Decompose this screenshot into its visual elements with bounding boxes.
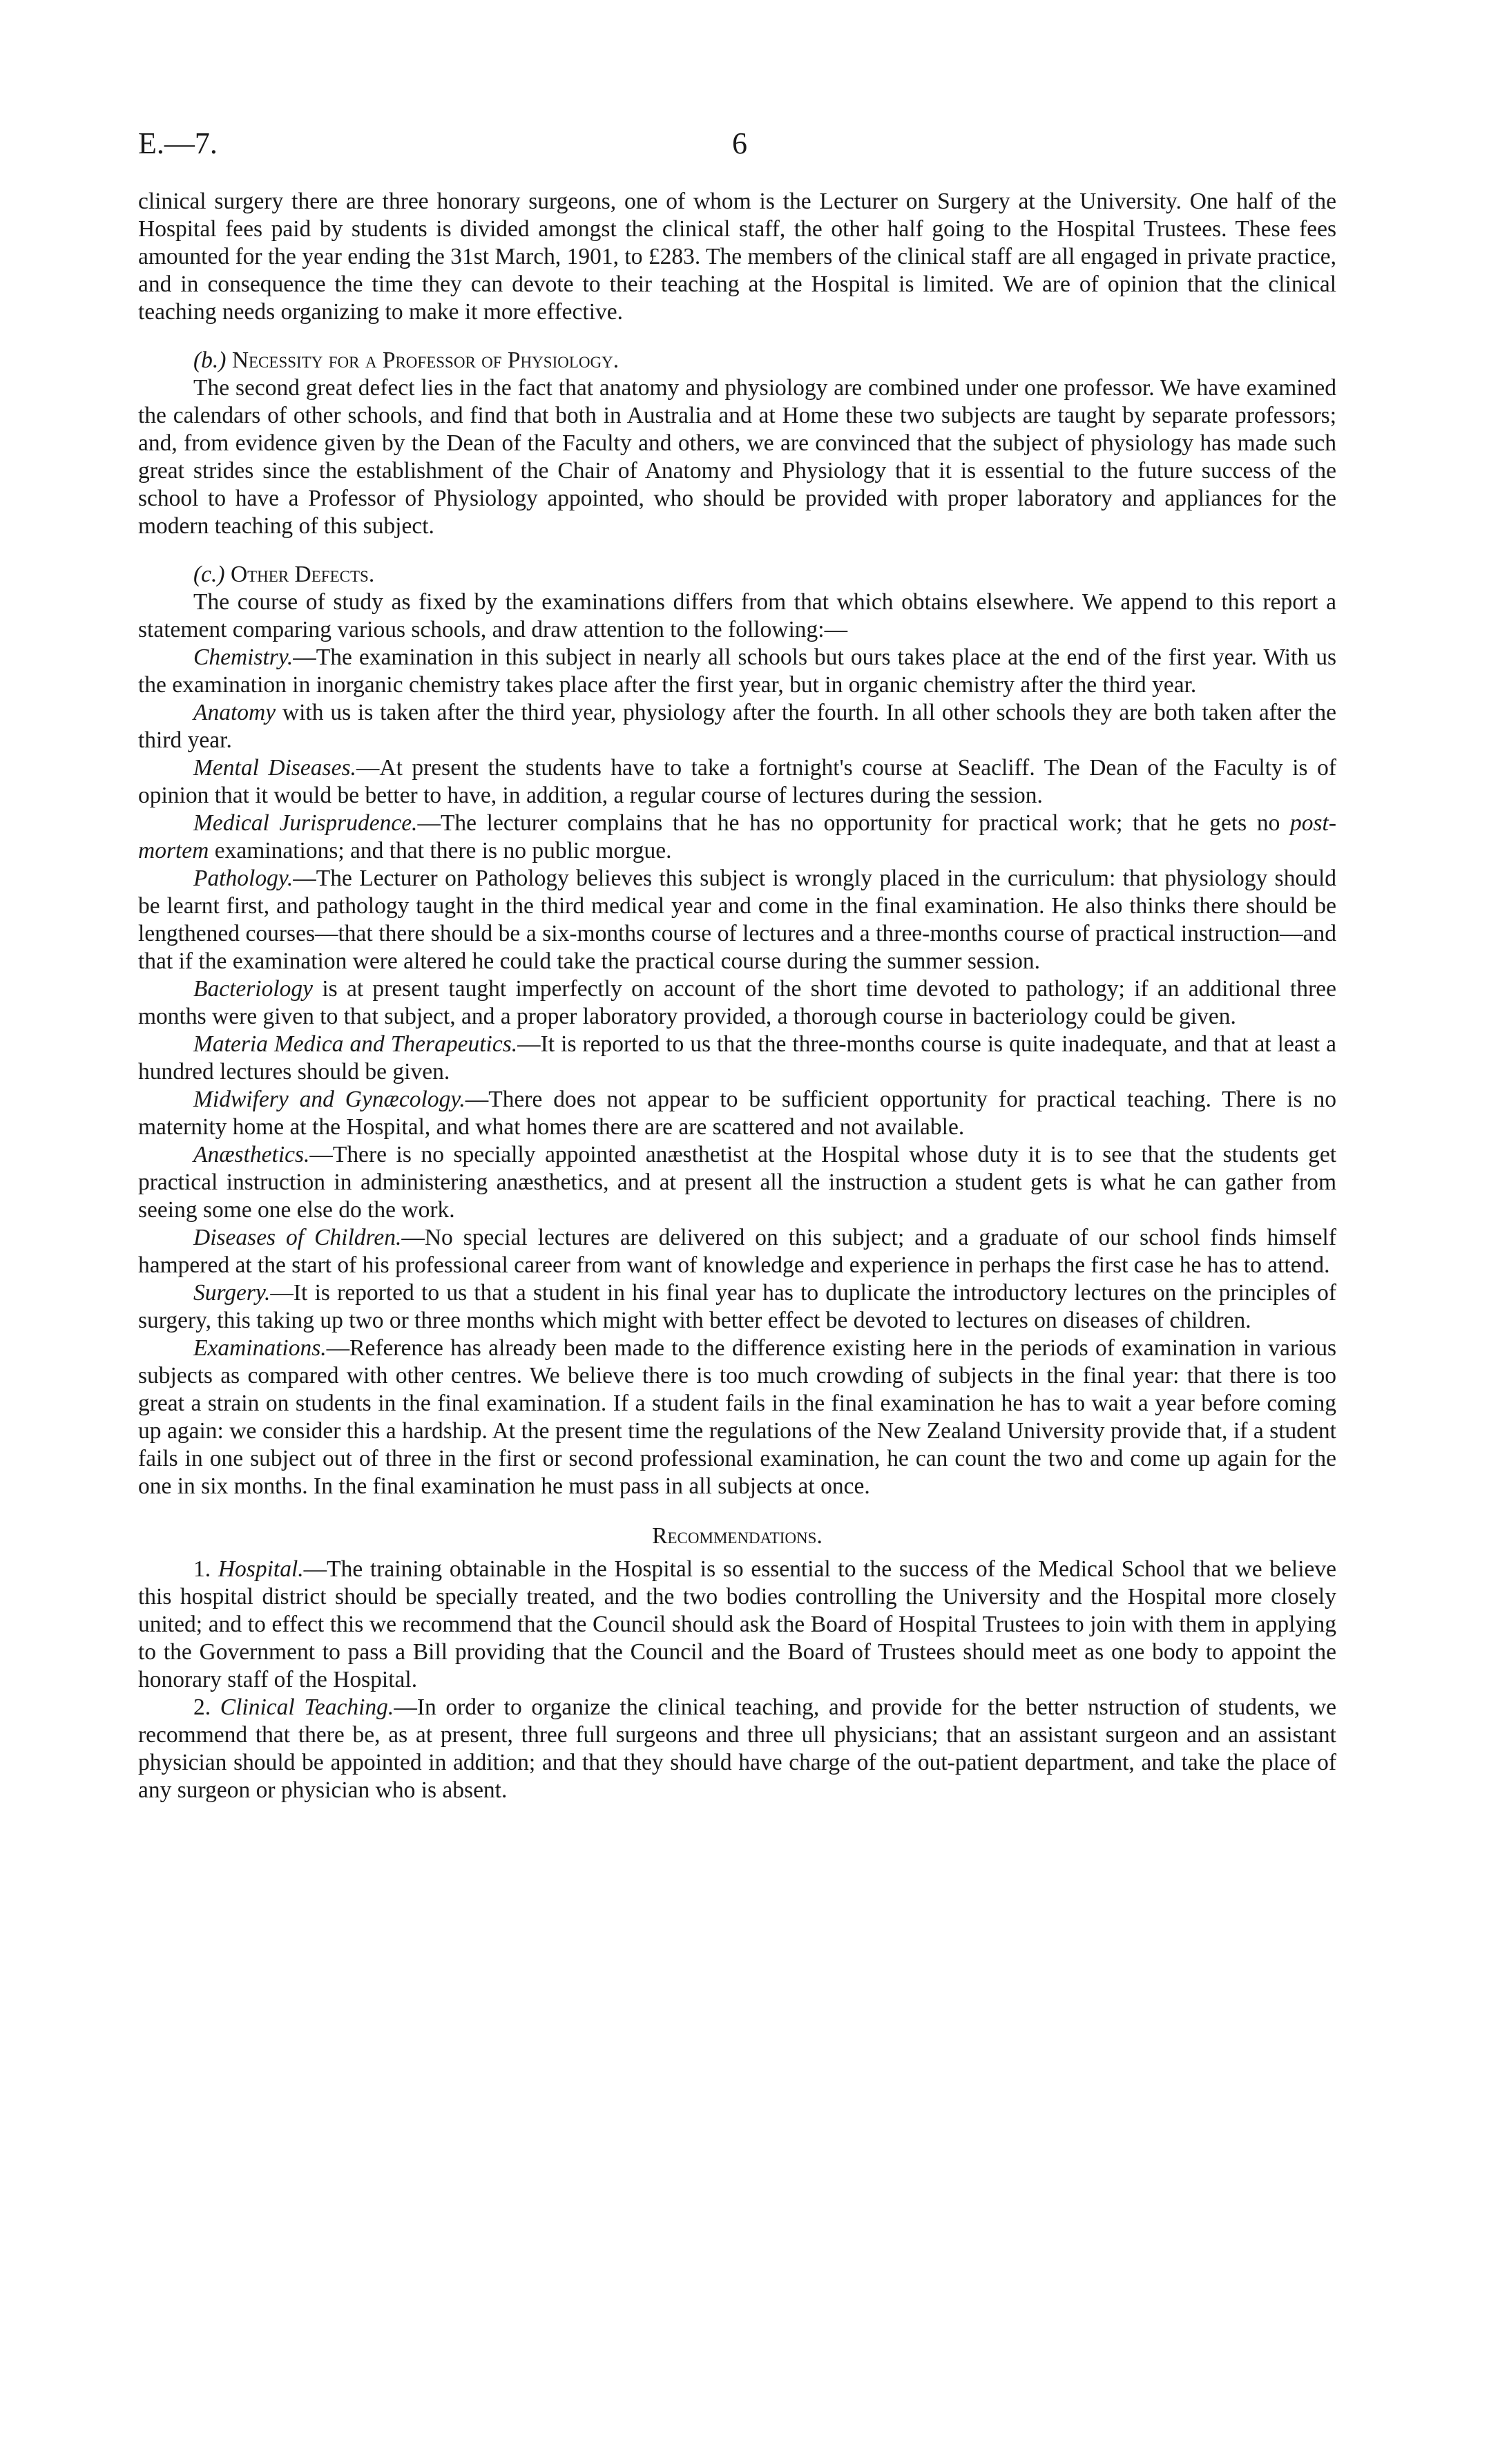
defect-term: Pathology. [193, 866, 294, 891]
defect-anatomy [138, 699, 1336, 754]
defect-term: Surgery. [193, 1280, 271, 1306]
defect-term: Medical Jurisprudence. [193, 810, 418, 836]
defect-term-inline: post-mortem [138, 810, 1337, 863]
defect-examinations [138, 1335, 1336, 1500]
defect-pathology [138, 865, 1336, 975]
defect-term: Examinations. [193, 1335, 327, 1361]
defect-text: —No special lectures are delivered on this subject; and a graduate of our school finds himself hampered at the start of his professional career from want of knowledge and experience in perhaps the first case he has to attend. [138, 1225, 1336, 1278]
section-c-title: Other Defects. [230, 562, 375, 587]
defect-text-continued: examinations; and that there is no public morgue. [209, 838, 672, 863]
defect-diseases-of-children [138, 1224, 1336, 1279]
defect-chemistry [138, 644, 1336, 699]
document-page [138, 117, 1336, 1804]
recommendation-text: —In order to organize the clinical teaching, and provide for the better nstruction of students, we recommend that there be, as at present, three full surgeons and three ull physicians; that an assistant surgeon and an assistant physician should be appointed in addition; and that they should have charge of the out-patient department, and take the place of any surgeon or physician who is absent. [138, 1694, 1336, 1803]
section-c-paragraph: The course of study as fixed by the examinations differs from that which obtains elsewhere. We append to this report a statement comparing various schools, and draw attention to the following:— [138, 589, 1336, 642]
body-text [138, 188, 1336, 1804]
page-header [138, 117, 1336, 166]
section-b-marker: (b.) [193, 347, 227, 373]
defect-text: —The examination in this subject in nearly all schools but ours takes place at the end of the first year. With us the examination in inorganic chemistry takes place after the first year, but in organic chemistry after the third year. [138, 644, 1336, 698]
recommendation-term: Clinical Teaching. [220, 1694, 394, 1720]
defect-text: —There is no specially appointed anæsthetist at the Hospital whose duty it is to see that the students get practical instruction in administering anæsthetics, and at present all the instruction a student gets is what he can gather from seeing some one else do the work. [138, 1142, 1336, 1223]
defect-text: with us is taken after the third year, physiology after the fourth. In all other schools they are both taken after the third year. [138, 700, 1336, 753]
recommendation-hospital [138, 1556, 1336, 1694]
defect-medical-jurisprudence [138, 810, 1336, 865]
document-code: E.—7. [138, 126, 218, 160]
defect-term: Midwifery and Gynæcology. [193, 1087, 465, 1112]
defect-term: Chemistry. [193, 644, 294, 670]
defect-term: Anæsthetics. [193, 1142, 310, 1167]
defect-term: Anatomy [193, 700, 276, 725]
defect-anaesthetics [138, 1141, 1336, 1224]
section-b-title: Necessity for a Professor of Physiology. [231, 347, 619, 373]
defect-surgery [138, 1279, 1336, 1335]
defect-term: Bacteriology [193, 976, 314, 1002]
section-c-heading [193, 561, 1336, 589]
recommendation-number: 2. [193, 1694, 211, 1720]
defect-term: Diseases of Children. [193, 1225, 402, 1250]
defect-term: Materia Medica and Therapeutics. [193, 1031, 518, 1057]
defect-text: —The Lecturer on Pathology believes this subject is wrongly placed in the curriculum: that physiology should be learnt first, and pathology taught in the third medical year and come in the final examination. He also thinks there should be lengthened courses—that there should be a six-months course of lectures and a three-months course of practical instruction—and that if the examination were altered he could take the practical course during the summer session. [138, 866, 1336, 974]
recommendation-text: —The training obtainable in the Hospital is so essential to the success of the Medical School that we believe this hospital district should be specially treated, and the two bodies controlling the University and the Hospital more closely united; and to effect this we recommend that the Council should ask the Board of Hospital Trustees to join with them in applying to the Government to pass a Bill providing that the Council and the Board of Trustees should meet as one body to appoint the honorary staff of the Hospital. [138, 1556, 1337, 1692]
section-b-paragraph: The second great defect lies in the fact that anatomy and physiology are combined under one professor. We have examined the calendars of other schools, and find that both in Australia and at Home these two subjects are taught by separate professors; and, from evidence given by the Dean of the Faculty and others, we are convinced that the subject of physiology has made such great strides since the establishment of the Chair of Anatomy and Physiology that it is essential to the future success of the school to have a Professor of Physiology appointed, who should be provided with proper laboratory and appliances for the modern teaching of this subject. [138, 375, 1336, 539]
recommendation-clinical-teaching [138, 1694, 1336, 1804]
defect-term: Mental Diseases. [193, 755, 356, 781]
defect-materia-medica [138, 1031, 1336, 1086]
recommendation-number: 1. [193, 1556, 211, 1582]
recommendation-term: Hospital. [218, 1556, 304, 1582]
defect-text: is at present taught imperfectly on account of the short time devoted to pathology; if an additional three months were given to that subject, and a proper laboratory provided, a thorough course in bacteriology could be given. [138, 976, 1336, 1029]
defect-text: —Reference has already been made to the difference existing here in the periods of examination in various subjects as compared with other centres. We believe there is too much crowding of subjects in the final year: that there is too great a strain on students in the final examination. If a student fails in the final examination he has to wait a year before coming up again: we consider this a hardship. At the present time the regulations of the New Zealand University provide that, if a student fails in one subject out of three in the first or second professional examination, he can count the two and come up again for the one in six months. In the final examination he must pass in all subjects at once. [138, 1335, 1336, 1499]
defect-text: —It is reported to us that a student in his final year has to duplicate the introductory lectures on the principles of surgery, this taking up two or three months which might with better effect be devoted to lectures on diseases of children. [138, 1280, 1336, 1333]
defect-text: —At present the students have to take a fortnight's course at Seacliff. The Dean of the Faculty is of opinion that it would be better to have, in addition, a regular course of lectures during the session. [138, 755, 1336, 808]
section-c-marker: (c.) [193, 562, 225, 587]
section-b-heading [193, 347, 1336, 374]
defect-midwifery [138, 1086, 1336, 1141]
defect-text: —The lecturer complains that he has no opportunity for practical work; that he gets no [417, 810, 1291, 836]
defect-text: —It is reported to us that the three-months course is quite inadequate, and that at least a hundred lectures should be given. [138, 1031, 1336, 1085]
recommendations-heading: Recommendations. [652, 1523, 823, 1549]
defect-text: —There does not appear to be sufficient opportunity for practical teaching. There is no maternity home at the Hospital, and what homes there are are scattered and not available. [138, 1087, 1336, 1140]
page-number: 6 [732, 126, 747, 160]
defect-mental-diseases [138, 754, 1336, 810]
defect-bacteriology [138, 975, 1336, 1031]
intro-paragraph: clinical surgery there are three honorary surgeons, one of whom is the Lecturer on Surgery at the University. One half of the Hospital fees paid by students is divided amongst the clinical staff, the other half going to the Hospital Trustees. These fees amounted for the year ending the 31st March, 1901, to £283. The members of the clinical staff are all engaged in private practice, and in consequence the time they can devote to their teaching at the Hospital is limited. We are of opinion that the clinical teaching needs organizing to make it more effective. [138, 189, 1336, 325]
